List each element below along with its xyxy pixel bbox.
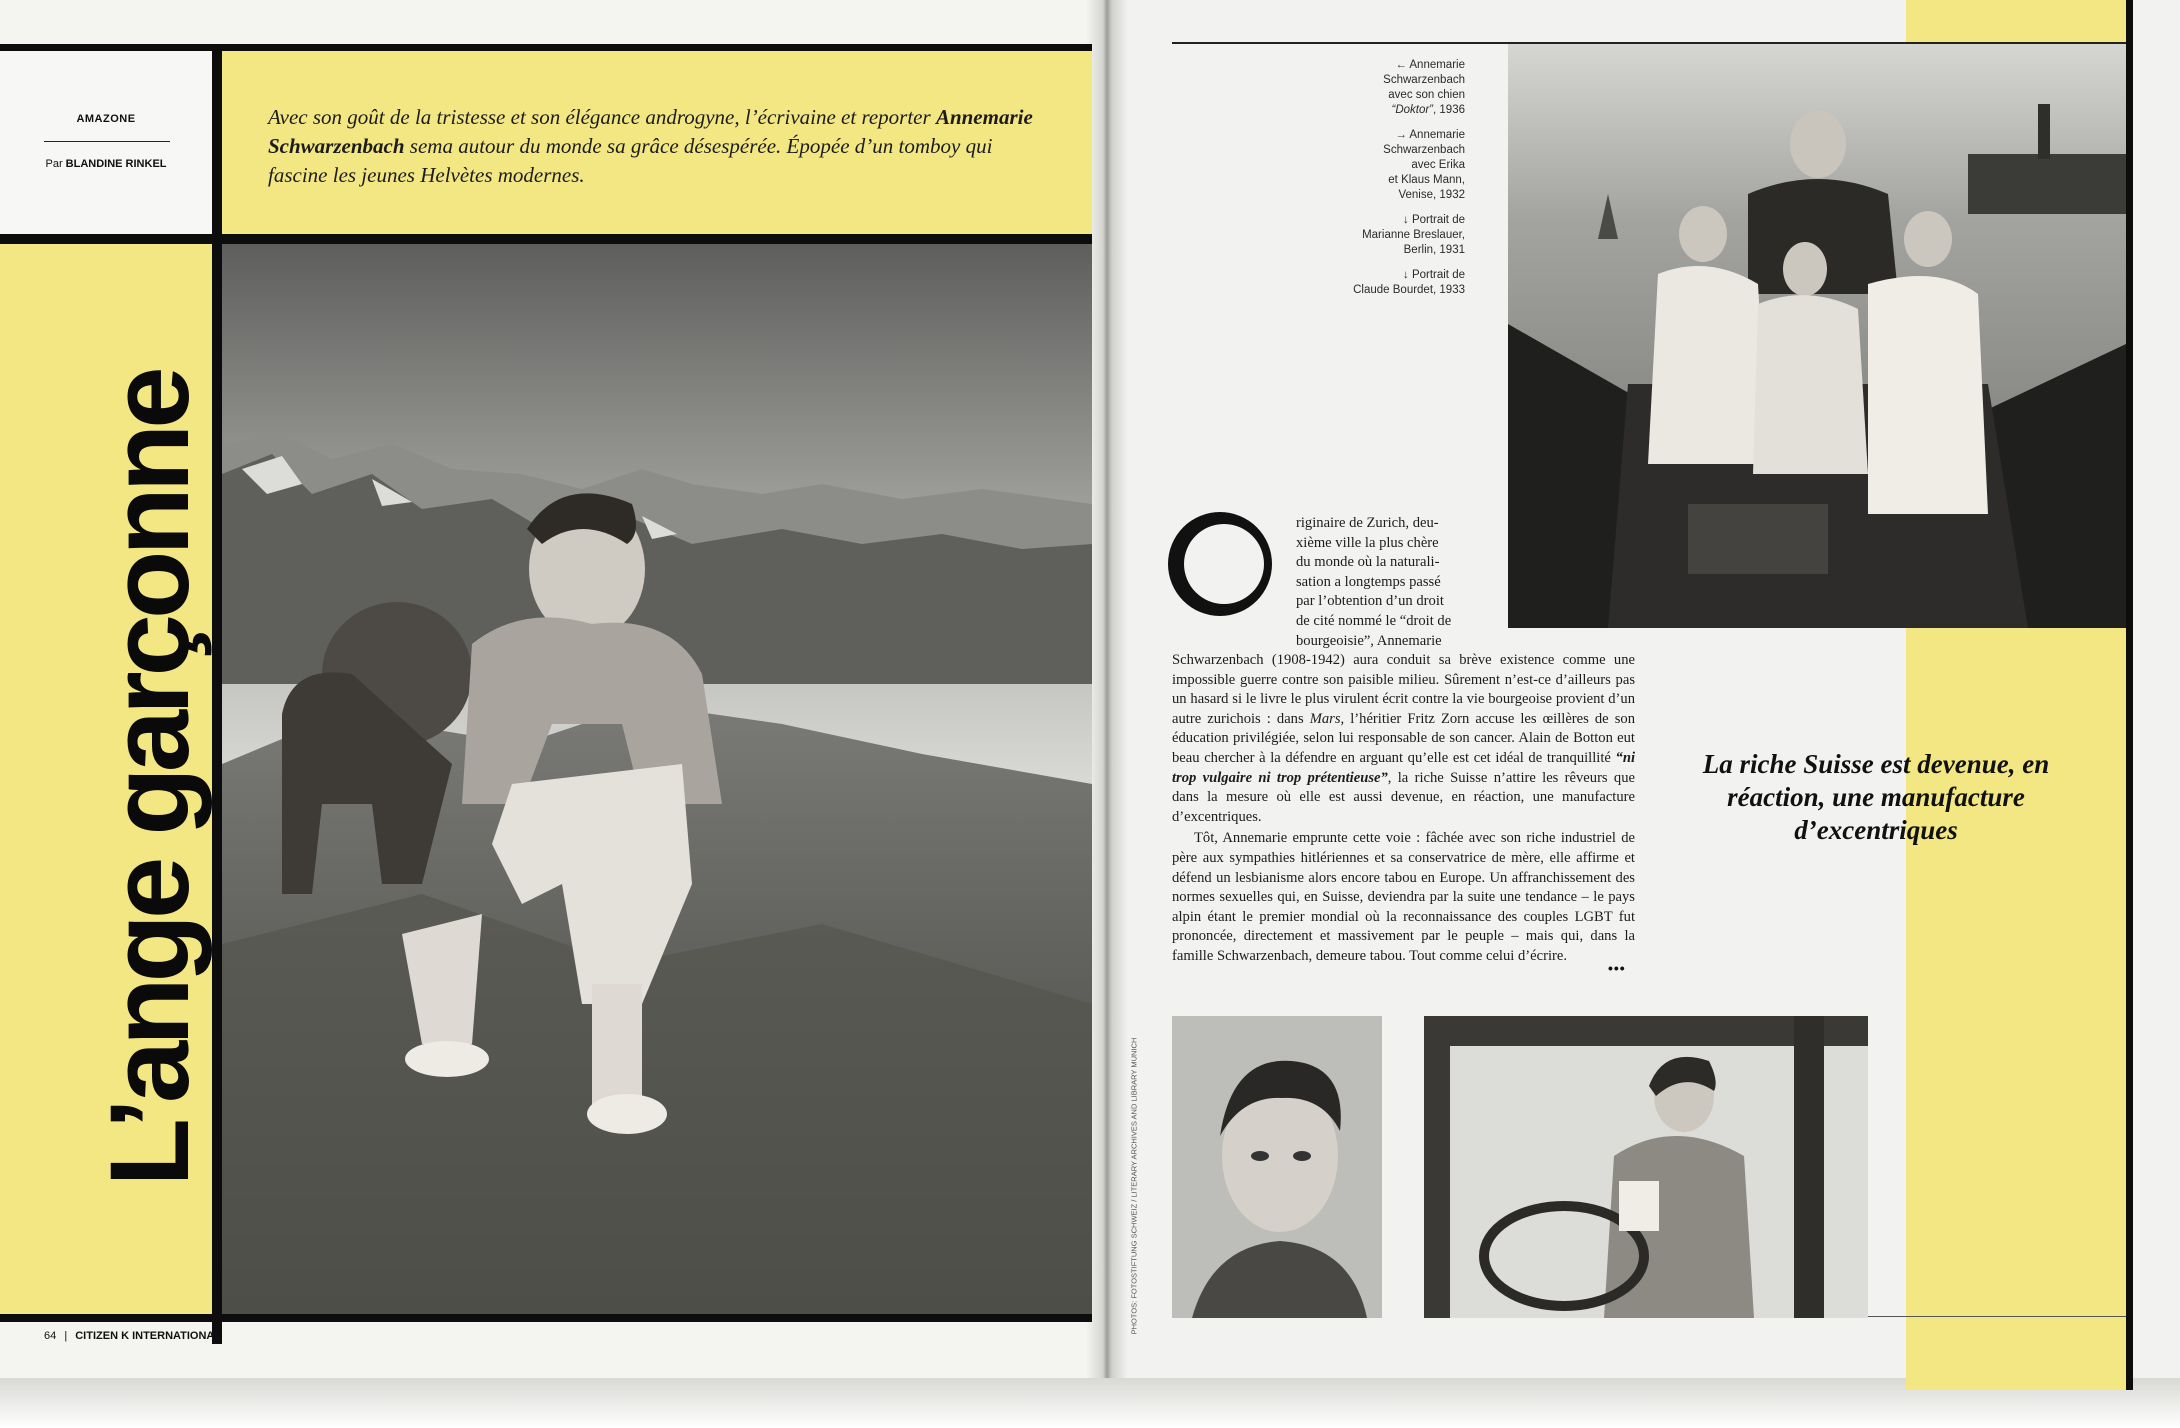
- caption-3-line: Portrait de: [1411, 214, 1465, 226]
- article-title: L’ange garçonne: [87, 371, 212, 1187]
- bottom-rule: [0, 1314, 1092, 1322]
- caption-2-line: Venise, 1932: [1398, 189, 1465, 201]
- intro-part1: Avec son goût de la tristesse et son élégance androgyne, l’écrivaine et reporter: [268, 105, 936, 129]
- caption-4-line: Claude Bourdet, 1933: [1353, 284, 1465, 296]
- title-column: [0, 244, 212, 1314]
- car-photo-svg: [1424, 1016, 1868, 1318]
- body-line: sation a longtemps passé: [1296, 573, 1441, 590]
- caption-1-line: Schwarzenbach: [1383, 74, 1465, 86]
- intro-text: [268, 103, 1038, 190]
- caption-2-line: et Klaus Mann,: [1388, 174, 1465, 186]
- pull-quote: La riche Suisse est devenue, en réaction, une manufacture d’excentriques: [1702, 749, 2050, 845]
- mountain-photo-dog: [222, 244, 1092, 1314]
- caption-1-emph: “Doktor”: [1391, 104, 1434, 116]
- boat-photo-svg: [1508, 44, 2126, 628]
- byline: [0, 158, 212, 170]
- body-line: de cité nommé le “droit de: [1296, 612, 1452, 629]
- body-main: [1172, 651, 1635, 967]
- body-line: du monde où la naturali-: [1296, 554, 1440, 571]
- photo-credit: PHOTOS: FOTOSTIFTUNG SCHWEIZ / LITERARY ARCHIVES AND LIBRARY MUNICH: [1129, 1037, 1139, 1335]
- body-p1-part: Schwarzenbach (1908-1942) aura conduit sa brève existence comme une impossible guerre contre son paisible milieu. Sûrement n’est-ce d’ailleurs pas un hasard si le livre le plus virulent écrit contre la vie bourgeoise provient d’un autre zurichois : dans: [1172, 652, 1635, 727]
- body-line: bourgeoisie”, Annemarie: [1296, 632, 1442, 649]
- rubric-underline: [44, 141, 170, 142]
- boat-photo: [1508, 44, 2126, 628]
- caption-3-line: Berlin, 1931: [1403, 244, 1465, 256]
- rubric-label: AMAZONE: [76, 113, 136, 125]
- quote-emphasis: “ni trop vulgaire ni trop prétentieuse”: [1172, 749, 1635, 786]
- page-footer: [44, 1330, 221, 1342]
- body-paragraph-1: [1172, 651, 1635, 827]
- yellow-block-top: [1906, 0, 2130, 44]
- intro-part2: sema autour du monde sa grâce désespérée. Épopée d’un tomboy qui fascine les jeunes Helvètes modernes.: [268, 134, 993, 187]
- byline-prefix: Par: [45, 158, 63, 170]
- arrow-down-icon: ↓: [1402, 214, 1409, 226]
- book-title: Mars: [1309, 710, 1341, 727]
- page-shadow: [0, 1378, 2180, 1428]
- portrait-photo-svg: [1172, 1016, 1382, 1318]
- caption-3: [1315, 213, 1465, 258]
- footer-separator: |: [64, 1330, 68, 1342]
- caption-1: [1315, 58, 1465, 118]
- mountain-photo-svg: [222, 244, 1092, 1314]
- caption-1-line: avec son chien: [1388, 89, 1465, 101]
- body-paragraph-2: Tôt, Annemarie emprunte cette voie : fâchée avec son riche industriel de père aux sympathies hitlériennes et sa conservatrice de mère, elle affirme et défend un lesbianisme alors encore tabou en Europe. Un affranchissement des normes sexuelles qui, en Suisse, deviendra par la suite une tendance – le pays alpin étant le premier mondial où la reconnaissance des couples LGBT fut prononcée, directement et massivement par le peuple – mais qui, dans la famille Schwarzenbach, demeure tabou. Tout comme celui d’écrire.: [1172, 830, 1635, 964]
- rubric-box: [0, 51, 212, 234]
- intro-name: Annemarie Schwarzenbach: [268, 105, 1033, 158]
- dropcap-letter: [1168, 512, 1169, 513]
- body-p1-part: , l’héritier Fritz Zorn accuse les œillères de son éducation privilégiée, selon lui responsable de son cancer. Alain de Botton eut beau chercher à la défendre en arguant qu’elle est cet idéal de tranquillité: [1172, 710, 1635, 766]
- arrow-right-icon: →: [1395, 129, 1407, 141]
- caption-2-line: Annemarie: [1409, 129, 1465, 141]
- dropcap-inner: [1184, 524, 1264, 604]
- right-bottom-rule: [1868, 1316, 2126, 1317]
- body-p1-part: , la riche Suisse n’attire les rêveurs que dans la mesure où elle est aussi devenue, en réaction, une manufacture d’excentriques.: [1172, 769, 1635, 825]
- captions-column: [1315, 58, 1465, 298]
- body-opening: [1296, 514, 1468, 651]
- right-edge-rule: [2126, 0, 2133, 1390]
- portrait-breslauer-photo: [1172, 1016, 1382, 1318]
- caption-2-line: Schwarzenbach: [1383, 144, 1465, 156]
- intro-box: [222, 51, 1092, 234]
- car-portrait-photo: [1424, 1016, 1868, 1318]
- intro-bottom-rule: [0, 234, 1092, 244]
- page-gutter: [1086, 0, 1128, 1410]
- dropcap-ring: [1168, 512, 1272, 616]
- caption-1-tail: , 1936: [1433, 104, 1465, 116]
- caption-1-line: Annemarie: [1409, 59, 1465, 71]
- magazine-name: CITIZEN K INTERNATIONAL: [75, 1330, 222, 1342]
- page-number: 64: [44, 1330, 57, 1342]
- caption-3-line: Marianne Breslauer,: [1362, 229, 1465, 241]
- yellow-block-right: [1906, 628, 2126, 1390]
- caption-2-line: avec Erika: [1411, 159, 1465, 171]
- arrow-left-icon: ←: [1395, 59, 1407, 71]
- continue-mark: •••: [1608, 960, 1626, 976]
- body-line: par l’obtention d’un droit: [1296, 593, 1444, 610]
- caption-4: [1315, 268, 1465, 298]
- caption-4-line: Portrait de: [1411, 269, 1465, 281]
- top-rule: [0, 44, 1092, 51]
- byline-author: BLANDINE RINKEL: [65, 158, 167, 170]
- arrow-down-icon: ↓: [1402, 269, 1409, 281]
- caption-2: [1315, 128, 1465, 203]
- body-line: riginaire de Zurich, deu-: [1296, 515, 1439, 531]
- body-line: xième ville la plus chère: [1296, 534, 1439, 551]
